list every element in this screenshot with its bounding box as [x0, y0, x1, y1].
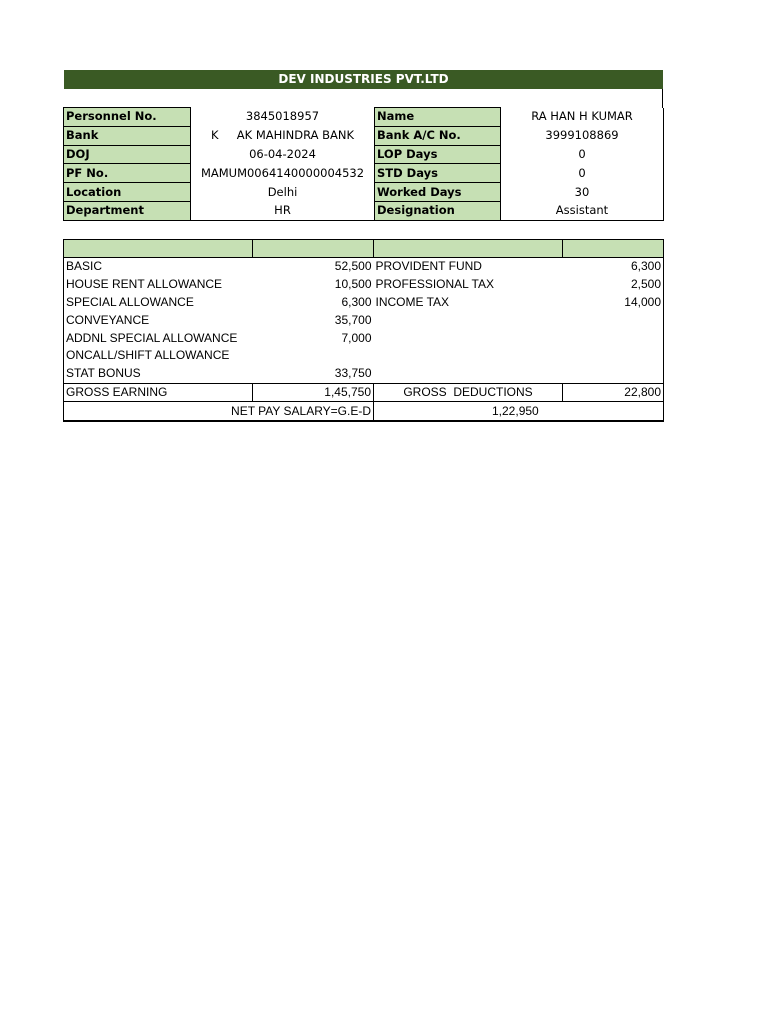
deduction-amount: 2,500	[563, 276, 664, 294]
info-row-pf	[64, 164, 664, 183]
info-row-personnel	[64, 108, 664, 127]
gross-earning-value: 1,45,750	[253, 383, 374, 402]
net-pay-value: 1,22,950	[374, 402, 664, 421]
deduction-label: INCOME TAX	[375, 294, 450, 309]
earning-label: STAT BONUS	[64, 365, 253, 383]
earning-amount: 35,700	[334, 312, 372, 327]
doj-label: DOJ	[64, 145, 191, 164]
pf-no-value: MAMUM0064140000004532	[200, 165, 365, 180]
department-label: Department	[64, 201, 191, 220]
designation-label: Designation	[375, 201, 501, 220]
salary-row	[64, 347, 664, 365]
doj-value: 06-04-2024	[249, 146, 316, 161]
deduction-amount	[563, 365, 664, 383]
earning-amount: 52,500	[334, 259, 372, 274]
earning-label: ONCALL/SHIFT ALLOWANCE	[64, 347, 253, 365]
net-pay-row	[64, 402, 664, 421]
info-row-department	[64, 201, 664, 220]
salary-row	[64, 311, 664, 329]
std-days-value: 0	[501, 164, 664, 183]
pf-no-label: PF No.	[64, 164, 191, 183]
earning-amount: 6,300	[341, 294, 372, 309]
gross-deductions-label: GROSS DEDUCTIONS	[374, 383, 563, 402]
earning-label: BASIC	[64, 258, 253, 276]
employee-info-table	[63, 107, 664, 221]
salary-table	[63, 239, 664, 422]
name-label: Name	[375, 108, 501, 127]
earnings-header-cell	[64, 240, 253, 258]
info-row-location	[64, 183, 664, 202]
gross-deductions-value: 22,800	[563, 383, 664, 402]
info-row-doj	[64, 145, 664, 164]
personnel-no-label: Personnel No.	[64, 108, 191, 127]
location-label: Location	[64, 183, 191, 202]
salary-row	[64, 276, 664, 294]
earning-amount: 10,500	[334, 277, 372, 292]
location-value: Delhi	[267, 184, 298, 199]
deduction-amount: 6,300	[563, 258, 664, 276]
deductions-header-cell	[374, 240, 563, 258]
salary-header-row	[64, 240, 664, 258]
worked-days-label: Worked Days	[375, 183, 501, 202]
earning-label: SPECIAL ALLOWANCE	[64, 294, 253, 312]
gross-earning-label: GROSS EARNING	[64, 383, 253, 402]
company-title: DEV INDUSTRIES PVT.LTD	[64, 70, 663, 89]
salary-row	[64, 365, 664, 383]
info-row-bank	[64, 126, 664, 145]
deduction-label: PROFESSIONAL TAX	[375, 277, 494, 292]
earning-label: ADDNL SPECIAL ALLOWANCE	[64, 329, 253, 347]
deduction-amount	[563, 329, 664, 347]
personnel-no-value: 3845018957	[245, 109, 320, 124]
deduction-amount	[563, 347, 664, 365]
deduction-label: PROVIDENT FUND	[375, 259, 482, 274]
deduction-label	[374, 365, 563, 383]
std-days-label: STD Days	[375, 164, 501, 183]
worked-days-value: 30	[501, 183, 664, 202]
earning-amount	[253, 347, 374, 365]
name-value: RA HAN H KUMAR	[501, 108, 664, 127]
designation-value: Assistant	[501, 201, 664, 220]
deduction-label	[374, 329, 563, 347]
deduction-amount	[563, 311, 664, 329]
deduction-label	[374, 347, 563, 365]
lop-days-label: LOP Days	[375, 145, 501, 164]
salary-row	[64, 294, 664, 312]
earnings-amount-header-cell	[253, 240, 374, 258]
net-pay-label: NET PAY SALARY=G.E-D	[64, 402, 374, 421]
earning-label: CONVEYANCE	[64, 311, 253, 329]
bank-value: K AK MAHINDRA BANK	[210, 128, 355, 143]
earning-amount: 7,000	[341, 330, 372, 345]
bank-label: Bank	[64, 126, 191, 145]
earning-label: HOUSE RENT ALLOWANCE	[64, 276, 253, 294]
deduction-amount: 14,000	[563, 294, 664, 312]
lop-days-value: 0	[501, 145, 664, 164]
department-value: HR	[191, 201, 375, 220]
deduction-label	[374, 311, 563, 329]
earning-amount: 33,750	[334, 366, 372, 381]
gross-totals-row	[64, 383, 664, 402]
header-divider	[662, 89, 663, 108]
bank-ac-label: Bank A/C No.	[375, 126, 501, 145]
salary-row	[64, 329, 664, 347]
deductions-amount-header-cell	[563, 240, 664, 258]
bank-ac-value: 3999108869	[501, 126, 664, 145]
salary-row	[64, 258, 664, 276]
